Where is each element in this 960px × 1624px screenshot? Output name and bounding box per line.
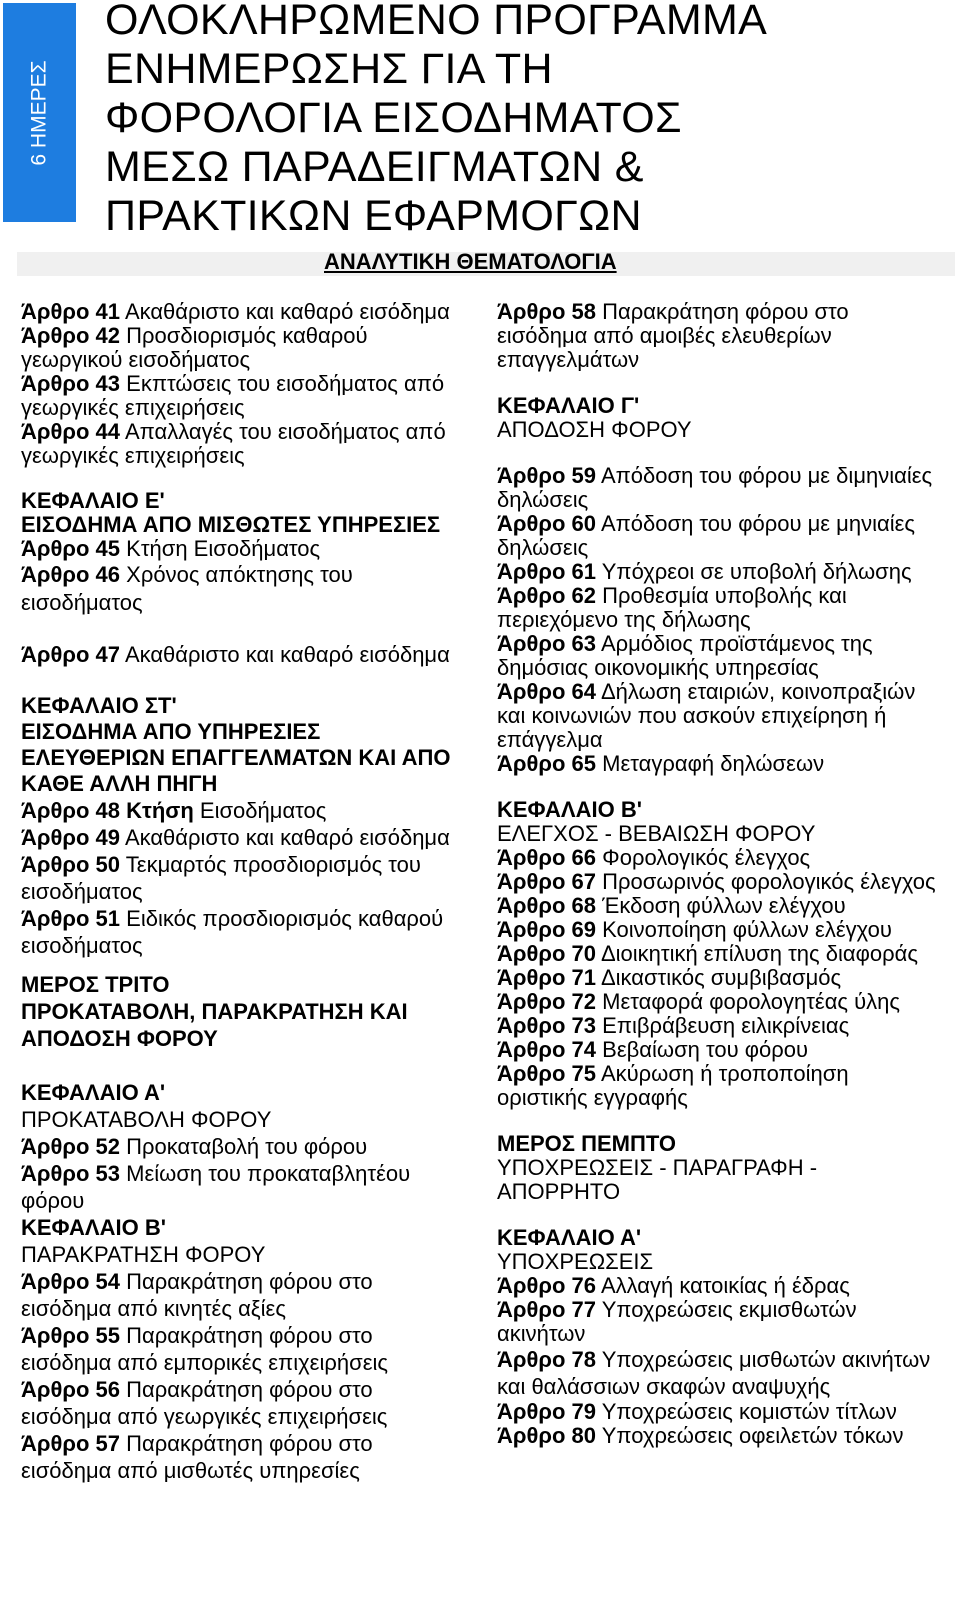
chapter-g-heading — [497, 394, 942, 442]
article-41 — [21, 300, 461, 324]
article-title: Υπόχρεοι σε υποβολή δήλωσης — [601, 559, 912, 584]
chapter-title: ΑΠΟΔΟΣΗ ΦΟΡΟΥ — [497, 417, 692, 442]
article-80 — [497, 1424, 942, 1448]
article-79 — [497, 1400, 942, 1424]
article-number: Άρθρο 48 Κτήση — [21, 798, 194, 823]
article-number: Άρθρο 44 — [21, 419, 121, 444]
article-number: Άρθρο 53 — [21, 1161, 121, 1186]
article-title: Παρακράτηση φόρου στο εισόδημα από κινητές αξίες — [21, 1269, 373, 1321]
chapter-title: ΠΡΟΚΑΤΑΒΟΛΗ ΦΟΡΟΥ — [21, 1107, 272, 1132]
article-number: Άρθρο 59 — [497, 463, 597, 488]
article-title: Έκδοση φύλλων ελέγχου — [602, 893, 846, 918]
article-number: Άρθρο 78 — [497, 1347, 597, 1372]
article-number: Άρθρο 45 — [21, 536, 121, 561]
article-number: Άρθρο 69 — [497, 917, 597, 942]
article-47 — [21, 641, 461, 669]
article-title: Επιβράβευση ειλικρίνειας — [602, 1013, 850, 1038]
article-number: Άρθρο 49 — [21, 825, 121, 850]
part-three-heading — [21, 971, 461, 1052]
article-title: Αρμόδιος προϊστάμενος της δημόσιας οικονομικής υπηρεσίας — [497, 631, 873, 680]
article-number: Άρθρο 76 — [497, 1273, 597, 1298]
article-number: Άρθρο 67 — [497, 869, 597, 894]
article-63 — [497, 632, 942, 680]
chapter-b-heading — [21, 1214, 461, 1268]
article-title: Εκπτώσεις του εισοδήματος από γεωργικές επιχειρήσεις — [21, 371, 445, 420]
article-title: Παρακράτηση φόρου στο εισόδημα από εμπορικές επιχειρήσεις — [21, 1323, 388, 1375]
article-title: Μεταγραφή δηλώσεων — [602, 751, 825, 776]
article-title: Βεβαίωση του φόρου — [602, 1037, 809, 1062]
article-title: Δήλωση εταιριών, κοινοπραξιών και κοινωνιών που ασκούν επιχείρηση ή επάγγελμα — [497, 679, 916, 752]
article-number: Άρθρο 46 — [21, 562, 121, 587]
chapter-title: ΕΙΣΟΔΗΜΑ ΑΠΟ ΥΠΗΡΕΣΙΕΣ ΕΛΕΥΘΕΡΙΩΝ ΕΠΑΓΓΕΛΜΑΤΩΝ ΚΑΙ ΑΠΟ ΚΑΘΕ ΑΛΛΗ ΠΗΓΗ — [21, 719, 451, 796]
article-number: Άρθρο 42 — [21, 323, 121, 348]
article-72 — [497, 990, 942, 1014]
article-title: Μείωση του προκαταβλητέου φόρου — [21, 1161, 411, 1213]
page-title — [105, 0, 767, 241]
article-77 — [497, 1298, 942, 1346]
article-number: Άρθρο 62 — [497, 583, 597, 608]
article-title: Ακαθάριστο και καθαρό εισόδημα — [124, 299, 450, 324]
article-number: Άρθρο 73 — [497, 1013, 597, 1038]
article-45 — [21, 537, 461, 561]
article-title: Ακαθάριστο και καθαρό εισόδημα — [124, 642, 450, 667]
article-number: Άρθρο 52 — [21, 1134, 121, 1159]
article-title: Υποχρεώσεις κομιστών τίτλων — [601, 1399, 897, 1424]
article-55 — [21, 1322, 461, 1376]
article-title: Απαλλαγές του εισοδήματος από γεωργικές επιχειρήσεις — [21, 419, 446, 468]
article-title: Αλλαγή κατοικίας ή έδρας — [600, 1273, 850, 1298]
article-68 — [497, 894, 942, 918]
chapter-label: ΚΕΦΑΛΑΙΟ Α' — [497, 1225, 642, 1250]
article-title: Παρακράτηση φόρου στο εισόδημα από μισθωτές υπηρεσίες — [21, 1431, 373, 1483]
article-number: Άρθρο 57 — [21, 1431, 121, 1456]
article-53 — [21, 1160, 461, 1214]
article-title: Δικαστικός συμβιβασμός — [600, 965, 842, 990]
article-title: Ειδικός προσδιορισμός καθαρού εισοδήματος — [21, 906, 444, 958]
chapter-title: ΠΑΡΑΚΡΑΤΗΣΗ ΦΟΡΟΥ — [21, 1242, 266, 1267]
article-70 — [497, 942, 942, 966]
article-number: Άρθρο 47 — [21, 642, 121, 667]
title-line: ΕΝΗΜΕΡΩΣΗΣ ΓΙΑ ΤΗ — [105, 45, 553, 93]
article-number: Άρθρο 80 — [497, 1423, 597, 1448]
article-52 — [21, 1133, 461, 1160]
article-title: Χρόνος απόκτησης του εισοδήματος — [21, 562, 353, 615]
article-64 — [497, 680, 942, 752]
title-line: ΜΕΣΩ ΠΑΡΑΔΕΙΓΜΑΤΩΝ & — [105, 143, 644, 191]
article-title: Διοικητική επίλυση της διαφοράς — [600, 941, 918, 966]
article-73 — [497, 1014, 942, 1038]
article-number: Άρθρο 56 — [21, 1377, 121, 1402]
article-69 — [497, 918, 942, 942]
chapter-a2-heading — [497, 1226, 942, 1274]
article-51 — [21, 905, 461, 959]
article-title: Τεκμαρτός προσδιορισμός του εισοδήματος — [21, 852, 421, 904]
article-title: Μεταφορά φορολογητέας ύλης — [602, 989, 901, 1014]
part-label: ΜΕΡΟΣ ΠΕΜΠΤΟ — [497, 1131, 677, 1156]
title-line: ΟΛΟΚΛΗΡΩΜΕΝΟ ΠΡΟΓΡΑΜΜΑ — [105, 0, 768, 44]
left-column — [21, 300, 461, 1484]
article-42 — [21, 324, 461, 372]
article-title: Απόδοση του φόρου με μηνιαίες δηλώσεις — [497, 511, 915, 560]
article-title: Προθεσμία υποβολής και περιεχόμενο της δήλωσης — [497, 583, 847, 632]
article-43 — [21, 372, 461, 420]
chapter-title: ΥΠΟΧΡΕΩΣΕΙΣ — [497, 1249, 654, 1274]
chapter-label: ΚΕΦΑΛΑΙΟ Β' — [21, 1215, 166, 1240]
right-column — [497, 300, 942, 1448]
article-number: Άρθρο 60 — [497, 511, 597, 536]
article-title: Παρακράτηση φόρου στο εισόδημα από αμοιβές ελευθερίων επαγγελμάτων — [497, 299, 849, 372]
article-number: Άρθρο 71 — [497, 965, 597, 990]
section-title: ΑΝΑΛΥΤΙΚΗ ΘΕΜΑΤΟΛΟΓΙΑ — [324, 249, 617, 274]
title-line: ΦΟΡΟΛΟΓΙΑ ΕΙΣΟΔΗΜΑΤΟΣ — [105, 94, 682, 142]
article-48 — [21, 797, 461, 824]
chapter-label: ΚΕΦΑΛΑΙΟ Β' — [497, 797, 642, 822]
article-number: Άρθρο 68 — [497, 893, 597, 918]
article-title: Παρακράτηση φόρου στο εισόδημα από γεωργικές επιχειρήσεις — [21, 1377, 388, 1429]
duration-badge-text: 6 ΗΜΕΡΕΣ — [27, 59, 51, 166]
chapter-title: ΕΛΕΓΧΟΣ - ΒΕΒΑΙΩΣΗ ΦΟΡΟΥ — [497, 821, 816, 846]
article-title: Υποχρεώσεις οφειλετών τόκων — [601, 1423, 904, 1448]
article-title: Εισοδήματος — [199, 798, 327, 823]
chapter-e-heading — [21, 489, 461, 537]
article-60 — [497, 512, 942, 560]
article-44 — [21, 420, 461, 468]
article-title: Ακύρωση ή τροποποίηση οριστικής εγγραφής — [497, 1061, 849, 1110]
article-57 — [21, 1430, 461, 1484]
duration-badge — [3, 3, 76, 222]
part-five-heading — [497, 1132, 942, 1204]
article-61 — [497, 560, 942, 584]
title-line: ΠΡΑΚΤΙΚΩΝ ΕΦΑΡΜΟΓΩΝ — [105, 192, 642, 240]
article-number: Άρθρο 58 — [497, 299, 597, 324]
article-title: Απόδοση του φόρου με διμηνιαίες δηλώσεις — [497, 463, 933, 512]
article-62 — [497, 584, 942, 632]
part-title: ΠΡΟΚΑΤΑΒΟΛΗ, ΠΑΡΑΚΡΑΤΗΣΗ ΚΑΙ ΑΠΟΔΟΣΗ ΦΟΡΟΥ — [21, 999, 408, 1051]
article-title: Κτήση Εισοδήματος — [126, 536, 321, 561]
article-46 — [21, 561, 461, 617]
article-58 — [497, 300, 942, 372]
article-number: Άρθρο 65 — [497, 751, 597, 776]
article-65 — [497, 752, 942, 776]
article-54 — [21, 1268, 461, 1322]
article-74 — [497, 1038, 942, 1062]
chapter-label: ΚΕΦΑΛΑΙΟ Α' — [21, 1080, 166, 1105]
article-number: Άρθρο 74 — [497, 1037, 597, 1062]
article-title: Ακαθάριστο και καθαρό εισόδημα — [124, 825, 450, 850]
article-number: Άρθρο 70 — [497, 941, 597, 966]
article-number: Άρθρο 61 — [497, 559, 597, 584]
article-number: Άρθρο 75 — [497, 1061, 597, 1086]
article-71 — [497, 966, 942, 990]
article-title: Κοινοποίηση φύλλων ελέγχου — [602, 917, 892, 942]
chapter-label: ΚΕΦΑΛΑΙΟ ΣΤ' — [21, 693, 177, 718]
part-label: ΜΕΡΟΣ ΤΡΙΤΟ — [21, 972, 170, 997]
article-number: Άρθρο 79 — [497, 1399, 597, 1424]
article-number: Άρθρο 55 — [21, 1323, 121, 1348]
article-title: Προσδιορισμός καθαρού γεωργικού εισοδήματος — [21, 323, 368, 372]
article-75 — [497, 1062, 942, 1110]
article-title: Φορολογικός έλεγχος — [602, 845, 811, 870]
chapter-label: ΚΕΦΑΛΑΙΟ Γ' — [497, 393, 640, 418]
article-title: Προσωρινός φορολογικός έλεγχος — [602, 869, 936, 894]
article-49 — [21, 824, 461, 851]
chapter-st-heading — [21, 693, 461, 797]
article-title: Υποχρεώσεις εκμισθωτών ακινήτων — [497, 1297, 857, 1346]
chapter-title: ΕΙΣΟΔΗΜΑ ΑΠΟ ΜΙΣΘΩΤΕΣ ΥΠΗΡΕΣΙΕΣ — [21, 512, 441, 537]
article-number: Άρθρο 64 — [497, 679, 597, 704]
article-number: Άρθρο 43 — [21, 371, 121, 396]
article-59 — [497, 464, 942, 512]
chapter-b2-heading — [497, 798, 942, 846]
article-number: Άρθρο 51 — [21, 906, 121, 931]
part-title: ΥΠΟΧΡΕΩΣΕΙΣ - ΠΑΡΑΓΡΑΦΗ - ΑΠΟΡΡΗΤΟ — [497, 1155, 818, 1204]
article-56 — [21, 1376, 461, 1430]
article-title: Προκαταβολή του φόρου — [126, 1134, 368, 1159]
article-number: Άρθρο 77 — [497, 1297, 597, 1322]
article-76 — [497, 1274, 942, 1298]
article-number: Άρθρο 72 — [497, 989, 597, 1014]
chapter-label: ΚΕΦΑΛΑΙΟ Ε' — [21, 488, 165, 513]
article-number: Άρθρο 54 — [21, 1269, 121, 1294]
article-78 — [497, 1346, 942, 1400]
article-66 — [497, 846, 942, 870]
article-50 — [21, 851, 461, 905]
article-number: Άρθρο 66 — [497, 845, 597, 870]
article-title: Υποχρεώσεις μισθωτών ακινήτων και θαλάσσιων σκαφών αναψυχής — [497, 1347, 931, 1399]
article-number: Άρθρο 50 — [21, 852, 121, 877]
article-number: Άρθρο 41 — [21, 299, 121, 324]
article-67 — [497, 870, 942, 894]
article-number: Άρθρο 63 — [497, 631, 597, 656]
chapter-a-heading — [21, 1079, 461, 1133]
